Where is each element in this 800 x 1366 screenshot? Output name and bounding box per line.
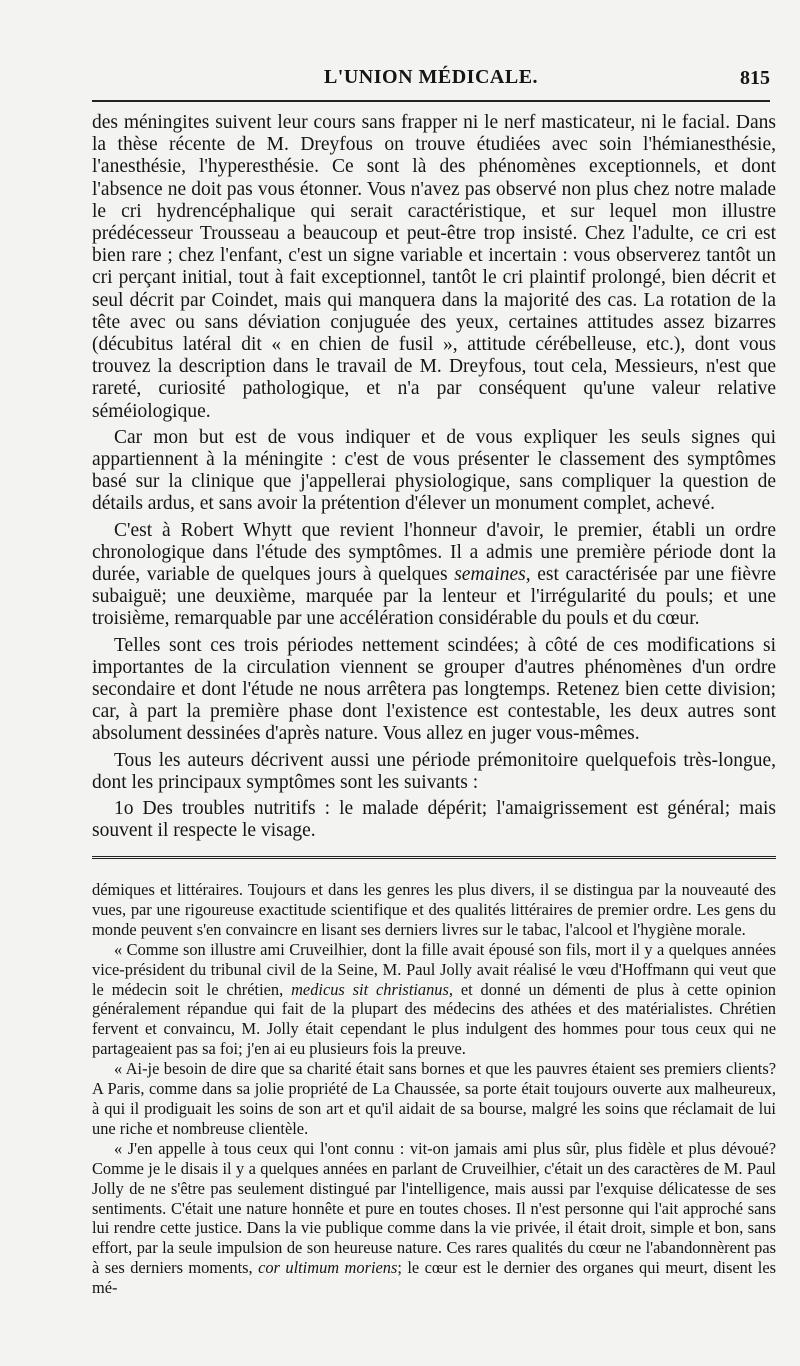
paragraph-3-italic: semaines	[454, 564, 526, 586]
note-4-text-a: « J'en appelle à tous ceux qui l'ont connu : vit-on jamais ami plus sûr, plus fidèle et plus dévoué? Comme je le disais il y a quelques années en parlant de Cruveilhier, c'était un des caractères de M. Paul Jolly de ne s'être pas seulement distingué par l'intelligence, mais aussi par l'exquise délicatesse de ses sentiments. C'était une nature honnête et pure en toutes choses. Il n'est personne qui l'ait approché sans lui rendre cette justice. Dans la vie publique comme dans la vie privée, il était droit, simple et bon, sans effort, par la seule impulsion de son heureuse nature. Ces rares qualités du cœur ne l'abandonnèrent pas à ses derniers moments,	[92, 1138, 776, 1278]
paragraph-1: des méningites suivent leur cours sans frapper ni le nerf masticateur, ni le facial. Dans la thèse récente de M. Dreyfous on trouve étudiées avec soin l'hémianesthésie, l'anesthésie, l'hyperesthésie. Ce sont là des phénomènes exceptionnels, et dont l'absence ne doit pas vous étonner. Vous n'avez pas observé non plus chez notre malade le cri hydrencéphalique qui serait caractéristique, et sur lequel mon illustre prédécesseur Trousseau a beaucoup et peut-être trop insisté. Chez l'adulte, ce cri est bien rare ; chez l'enfant, c'est un signe variable et incertain : vous observerez tantôt un cri perçant initial, tout à fait exceptionnel, tantôt le cri plaintif prolongé, bien décrit et seul décrit par Coindet, mais qui manquera dans la majorité des cas. La rotation de la tête avec ou sans déviation conjuguée des yeux, certaines attitudes assez bizarres (décubitus latéral dit « en chien de fusil », attitude cérébelleuse, etc.), dont vous trouvez la description dans le travail de M. Dreyfous, tout cela, Messieurs, n'est que rareté, curiosité pathologique, et n'a par conséquent qu'une valeur relative séméiologique.	[92, 112, 776, 422]
paragraph-5: Tous les auteurs décrivent aussi une période prémonitoire quelquefois très-longue, dont les principaux symptômes sont les suivants :	[92, 749, 776, 793]
note-paragraph-3: « Ai-je besoin de dire que sa charité était sans bornes et que les pauvres étaient ses premiers clients? A Paris, comme dans sa jolie propriété de La Chaussée, sa porte était toujours ouverte aux malheureux, à qui il prodiguait les soins de son art et qu'il aidait de sa bourse, malgré les soins que réclamait de lui une riche et nombreuse clientèle.	[92, 1059, 776, 1138]
note-2-text-a: « Comme son illustre ami Cruveilhier, dont la fille avait épousé son fils, mort il y a quelques années vice-président du tribunal civil de la Seine, M. Paul Jolly avait réalisé le vœu d'Hoffmann qui veut que le médecin soit le chrétien,	[92, 939, 776, 999]
paragraph-6: 1o Des troubles nutritifs : le malade dépérit; l'amaigrissement est général; mais souvent il respecte le visage.	[92, 798, 776, 842]
note-paragraph-4	[92, 1139, 776, 1298]
page-number: 815	[740, 67, 770, 89]
paragraph-4: Telles sont ces trois périodes nettement scindées; à côté de ces modifications si importantes de la circulation viennent se grouper d'autres phénomènes d'un ordre secondaire et dont l'étude ne nous arrêtera pas longtemps. Retenez bien cette division; car, à part la première phase dont l'existence est contestable, les deux autres sont absolument dessinées d'après nature. Vous allez en juger vous-mêmes.	[92, 634, 776, 745]
note-4-italic: cor ultimum moriens	[258, 1258, 398, 1278]
paragraph-3-text-a: C'est à Robert Whytt que revient l'honneur d'avoir, le premier, établi un ordre chronologique dans l'étude des symptômes. Il a admis une première période dont la durée, variable de quelques jours à quelques	[92, 519, 776, 586]
header-rule	[92, 100, 770, 102]
note-4-text-b: ; le cœur est le dernier des organes qui meurt, disent les mé-	[92, 1258, 776, 1298]
note-2-text-b: et donné un démenti de plus à cette opinion généralement répandue qui fait de la plupart des médecins des athées et des matérialistes. Chrétien fervent et convaincu, M. Jolly était cependant le plus indulgent des hommes pour tous ceux qui ne partageaient pas sa foi; j'en ai eu plusieurs fois la preuve.	[92, 979, 776, 1059]
note-paragraph-1: démiques et littéraires. Toujours et dans les genres les plus divers, il se distingua par la nouveauté des vues, par une rigoureuse exactitude scientifique et des qualités littéraires de premier ordre. Les gens du monde peuvent s'en convaincre en lisant ses derniers livres sur le tabac, l'alcool et l'hygiène morale.	[92, 880, 776, 939]
footnote-separator	[92, 856, 776, 863]
paragraph-3-text-b: , est caractérisée par une fièvre subaiguë; une deuxième, marquée par la lenteur et l'irrégularité du pouls; et une troisième, remarquable par une accélération considérable du pouls et du cœur.	[92, 564, 776, 630]
paragraph-3	[92, 520, 776, 631]
paragraph-2: Car mon but est de vous indiquer et de vous expliquer les seuls signes qui appartiennent à la méningite : c'est de vous présenter le classement des symptômes basé sur la clinique que j'appellerai physiologique, sans compliquer la question de détails ardus, et sans avoir la prétention d'élever un monument complet, achevé.	[92, 426, 776, 515]
main-text	[92, 112, 776, 847]
note-2-italic: medicus sit christianus,	[291, 979, 453, 999]
page-header	[92, 66, 770, 96]
running-title: L'UNION MÉDICALE.	[323, 66, 539, 88]
note-paragraph-2	[92, 940, 776, 1059]
footnote-text	[92, 880, 776, 1298]
